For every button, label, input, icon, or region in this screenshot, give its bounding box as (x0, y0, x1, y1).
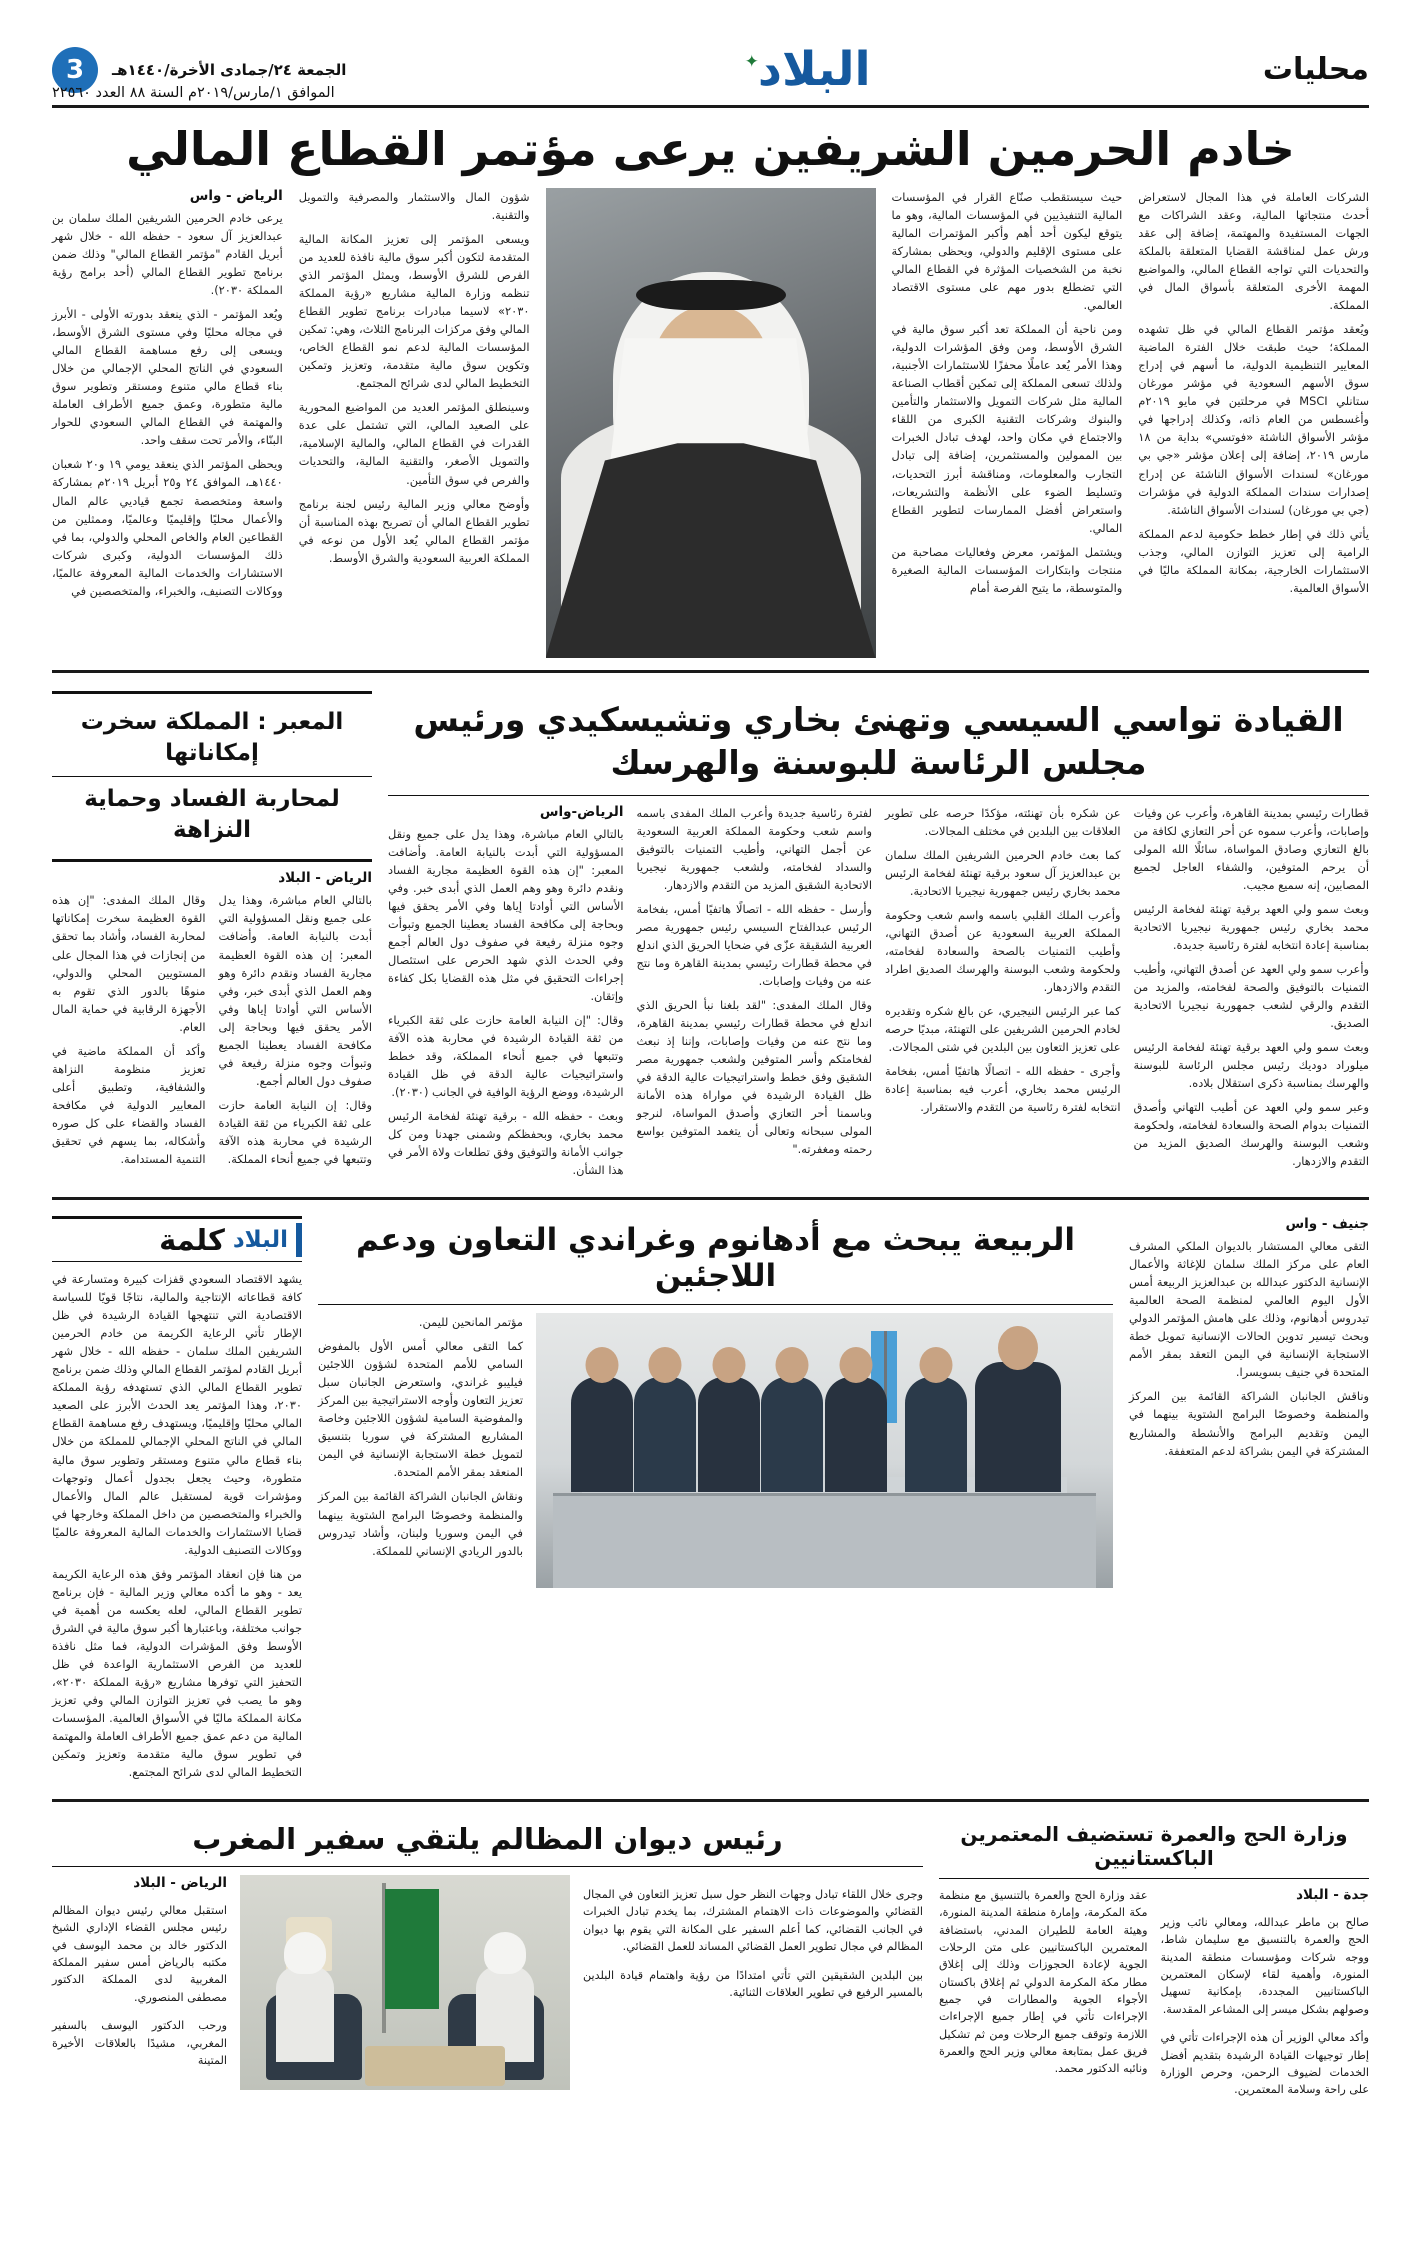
second-row (52, 691, 1369, 1185)
story2-column-1: قطارات رئيسي بمدينة القاهرة، وأعرب عن وفيات وإصابات، وأعرب سموه عن أحر التعازي لكافة من بالغ التعازي وصادق المواساة، سائلًا الله المولى أن يرحم المتوفين، والشفاء العاجل لجميع المصابين، إنه سميع مجيب. وبعث سمو ولي العهد برقية تهنئة لفخامة الرئيس محمد بخاري رئيس جمهورية نيجيريا الاتحادية بمناسبة إعادة انتخابه لفترة رئاسية جديدة. وأعرب سمو ولي العهد عن أصدق التهاني، وأطيب التمنيات بالتوفيق والصحة لفخامته، والمزيد من التقدم والرقي لشعب جمهورية نيجيريا الاتحادية الصديق. وبعث سمو ولي العهد برقية تهنئة لفخامة الرئيس ميلوراد دوديك رئيس مجلس الرئاسة للبوسنة والهرسك بمناسبة ذكرى استقلال بلاده. وعبر سمو ولي العهد عن أطيب التهاني وأصدق التمنيات بدوام الصحة والسعادة لفخامته، ولحكومة وشعب البوسنة والهرسك الصديق المزيد من التقدم والازدهار. (1133, 806, 1369, 1169)
kalima-accent-bar (296, 1223, 302, 1257)
story-rabiah (318, 1216, 1113, 1786)
story5-column-right-text: صالح بن ماطر عبدالله، ومعالي نائب وزير الحج والعمرة بالتنسيق مع سليمان شاط، ووجه شركات ومؤسسات منطقة المدينة المنورة، وأهمية لقاء لإسكان المعتمرين الباكستانيين المجددة، بإمكانية تسهيل وصولهم بشكل ميسر إلى المشاعر المقدسة. وأكد معالي الوزير أن هذه الإجراءات تأتي في إطار توجيهات القيادة الرشيدة بتقديم أفضل الخدمات لضيوف الرحمن، وحرص الوزارة على راحة وسلامة المعتمرين. (1160, 1915, 1369, 2097)
story5-headline: وزارة الحج والعمرة تستضيف المعتمرين الباكستانيين (960, 1821, 1348, 1870)
story2-column-4 (388, 804, 624, 1185)
third-row (52, 1216, 1369, 1786)
divider-after-lead (52, 670, 1369, 673)
story-hajj-ministry (939, 1816, 1369, 2110)
gregorian-date: الموافق ١/مارس/٢٠١٩م السنة ٨٨ العدد ٢٢٥٦٠ (52, 85, 335, 101)
story4-dateline: الرياض - البلاد (133, 1874, 227, 1891)
story-diwan-almazalim (52, 1816, 923, 2110)
lead-dateline: الرياض - واس (189, 188, 283, 205)
kalima-label: كلمة (159, 1223, 225, 1258)
lead-headline: خادم الحرمين الشريفين يرعى مؤتمر القطاع المالي (126, 122, 1295, 176)
photo-king-salman (546, 188, 876, 658)
masthead-divider (52, 105, 1369, 108)
story4-column-mid: وجرى خلال اللقاء تبادل وجهات النظر حول سبل تعزيز التعاون في المجال القضائي والموضوعات ذات الاهتمام المشترك، بما يخدم تبادل الخبرات في الجانب القضائي، كما أعلم السفير على المكانة التي يقوم بها ديوان المظالم في مجال تطوير العمل القضائي المساند للعمل القضائي. بين البلدين الشقيقين التي تأتي امتدادًا من رؤية واهتمام قيادة البلدين بالمسير الرفيع في تطوير العلاقات الثنائية. (583, 1887, 923, 1999)
lead-column-4-text: يرعى خادم الحرمين الشريفين الملك سلمان بن عبدالعزيز آل سعود - حفظه الله - خلال شهر أبريل القادم "مؤتمر القطاع المالي" وذلك ضمن برنامج تطوير القطاع المالي (أحد برامج رؤية المملكة ٢٠٣٠). ويُعد المؤتمر - الذي ينعقد بدورته الأولى - الأبرز في مجاله محليًا وفي مستوى الشرق الأوسط، ويسعى إلى رفع مساهمة القطاع المالي السعودي في الناتج المحلي الإجمالي من خلال بناء قطاع مالي متنوع ومستقر وتطوير سوق مالية متطورة، وعمق جميع الأطراف العاملة والمهتمة في القطاع المالي السعودي للحوار البنّاء، والأمر تحت سقف واحد. ويحظى المؤتمر الذي ينعقد يومي ١٩ و٢٠ شعبان ١٤٤٠هـ، الموافق ٢٤ و٢٥ أبريل ٢٠١٩م بمشاركة واسعة ومتخصصة تجمع قياديي عالم المال والأعمال محليًا وإقليميًا وعالميًا، وممثلين من القطاعين العام والخاص المحلي والدولي، بما في ذلك المؤسسات الدولية، وكبرى شركات الاستشارات والخدمات المالية المعروفة عالميًا، ووكالات التصنيف، والخبراء، والمتخصصين في (52, 211, 283, 598)
story2-column-3: لفترة رئاسية جديدة وأعرب الملك المفدى باسمه واسم شعب وحكومة المملكة العربية السعودية عن أجمل التهاني، وأطيب التمنيات بالتوفيق والسداد لفخامته، ولشعب جمهورية نيجيريا الاتحادية الشقيق المزيد من التقدم والازدهار. وأرسل - حفظه الله - اتصالًا هاتفيًا أمس، بفخامة الرئيس عبدالفتاح السيسي رئيس جمهورية مصر العربية الشقيقة عزّى في ضحايا الحريق الذي اندلع في محطة قطارات رئيسي بمدينة القاهرة وما نتج عنه من وفيات وإصابات. وقال الملك المفدى: "لقد بلغنا نبأ الحريق الذي اندلع في محطة قطارات رئيسي بمدينة القاهرة، وما نتج عنه من وفيات وإصابات، وإننا إذ نبعث لفخامتكم وأسر المتوفين ولشعب جمهورية مصر الشقيق وفق خطط واستراتيجيات عالية الدقة في ظل القيادة الرشيدة في مواراة هذه الأمانة وباسمنا أحر التعازي وأصدق المواساة، لنرجو المولى سبحانه وتعالى أن يتغمد المتوفين بواسع رحمته ومغفرته." (636, 806, 872, 1157)
story4-column-right: استقبل معالي رئيس ديوان المظالم رئيس مجلس القضاء الإداري الشيخ الدكتور خالد بن محمد اليوسف في مكتبه بالرياض أمس سفير المملكة المغربية لدى المملكة الدكتور مصطفى المنصوري. ورحب الدكتور اليوسف بالسفير المغربي، مشيدًا بالعلاقات الأخيرة المتينة (52, 1903, 227, 2068)
story4-headline: رئيس ديوان المظالم يلتقي سفير المغرب (192, 1821, 783, 1856)
editorial-kalima (52, 1216, 302, 1786)
kalima-logo: البلاد (232, 1227, 288, 1254)
lead-story (52, 122, 1369, 658)
story2-headline: القيادة تواسي السيسي وتهنئ بخاري وتشيسكيدي ورئيس مجلس الرئاسة للبوسنة والهرسك (413, 700, 1344, 783)
lead-column-3: شؤون المال والاستثمار والمصرفية والتمويل والتقنية. ويسعى المؤتمر إلى تعزيز المكانة المالية المتقدمة لتكون أكبر سوق مالية نافذة للعديد من الفرص للشرق الأوسط، ويمثل المؤتمر الذي تنظمه وزارة المالية مشاريع «رؤية المملكة ٢٠٣٠» لاسيما مبادرات برنامج تطوير القطاع المالي وفق مركزات البرنامج الثلاث، وهي: تمكين المؤسسات المالية لدعم نمو القطاع الخاص، وتكوين سوق مالية متقدمة، وتعزيز وتمكين التخطيط المالي لدى شرائح المجتمع. وسينطلق المؤتمر العديد من المواضيع المحورية على الصعيد المالي، التي تشتمل على عدة القدرات في القطاع المالي، والمالية الإسلامية، والتمويل الأصغر، والتقنية المالية، والتحديات والفرص في سوق التأمين. وأوضح معالي وزير المالية رئيس لجنة برنامج تطوير القطاع المالي أن تصريح بهذه المناسبة أن مؤتمر القطاع المالي يُعد الأول من نوعه في المملكة العربية السعودية والشرق الأوسط. (298, 190, 530, 565)
box-moaeb-column-2: وقال الملك المفدى: "إن هذه القوة العظيمة سخرت إمكاناتها لمحاربة الفساد، وأشاد بما تحقق من إنجازات في هذا المجال على المستويين المحلي والدولي، منوهًا بالدور الذي تقوم به الأجهزة الرقابية في حماية المال العام. وأكد أن المملكة ماضية في تعزيز منظومة النزاهة والشفافية، وتطبيق أعلى المعايير الدولية في مكافحة الفساد والقضاء على كل صوره وأشكاله، بما يسهم في تحقيق التنمية المستدامة. (52, 893, 206, 1166)
divider-after-second-row (52, 1197, 1369, 1200)
box-moaeb-dateline: الرياض - البلاد (278, 870, 372, 887)
story5-column-right (1161, 1887, 1370, 2110)
story-leadership-condolences (388, 691, 1369, 1185)
lead-column-1: الشركات العاملة في هذا المجال لاستعراض أحدث منتجاتها المالية، وعقد الشراكات مع الجهات المستفيدة والمهتمة، إضافة إلى عقد ورش عمل لمناقشة القضايا المتعلقة بالملكة والتحديات التي تواجه القطاع المالي، والمواضيع المهمة الأخرى المتعلقة بأسواق المال في المملكة. ويُعقد مؤتمر القطاع المالي في ظل تشهده المملكة؛ حيث طبقت خلال الفترة الماضية المعايير التنظيمية الدولية، ما أسهم في إدراج سوق الأسهم السعودية في مؤشر مورغان ستانلي MSCI في مرحلتين في مايو ٢٠١٩م وأغسطس من العام ذاته، وكذلك إدراجها في مؤشر الأسواق الناشئة «فوتسي» بداية من ١٨ مارس ٢٠١٩، إضافة إلى إعلان مؤشر «جي بي مورغان» لسندات الأسواق الناشئة عن إدراج إصدارات سندات المملكة الدولية في مؤشرات (جي بي مورغان) لسندات الأسواق الناشئة. يأتي ذلك في إطار خطط حكومية لدعم المملكة الرامية إلى تعزيز التوازن المالي، وجذب الاستثمارات الخارجية، بمكانة المملكة ماليًا في الأسواق العالمية. (1138, 190, 1369, 595)
story5-dateline: جدة - البلاد (1296, 1886, 1369, 1903)
kalima-text: يشهد الاقتصاد السعودي قفزات كبيرة ومتسارعة في كافة قطاعاته الإنتاجية والمالية، نتاجًا قويًا للسياسة الاقتصادية التي تنتهجها القيادة الرشيدة في ظل الإطار تأتي الرعاية الكريمة من خادم الحرمين الشريفين الملك سلمان - حفظه الله - خلال شهر أبريل القادم لمؤتمر القطاع المالي وذلك ضمن برنامج تطوير القطاع المالي الذي تستهدفه رؤية المملكة ٢٠٣٠، وهذا المؤتمر يعد الحدث الأبرز على الصعيد المالي محليًا وإقليميًا، ويستهدف رفع مساهمة القطاع المالي في الناتج المحلي الإجمالي للمملكة من خلال بناء قطاع مالي متنوع ومستقر وتطوير سوق مالية متطورة، وحيث يجعل بجدول أعمال وتوجهات ومؤشرات قوية لمستقبل عالم المال والأعمال والخبراء والمتخصصين من داخل المملكة وخارجها في قضايا الاستثمارات والخدمات المالية المعروفة عالميًا ووكالات التصنيف الدولية. من هنا فإن انعقاد المؤتمر وفق هذه الرعاية الكريمة يعد - وهو ما أكده معالي وزير المالية - فإن برنامج تطوير القطاع المالي، لعله يعكسه من أهمية في جوانب مختلفة، وباعتبارها أكبر سوق مالية في الشرق الأوسط وفق المؤشرات الدولية، فما مثل نافذة للعديد من الفرص الاستثمارية الواعدة في ظل التحفيز التي توفرها مشاريع «رؤية المملكة ٢٠٣٠»، وهو ما يصب في تعزيز التوازن المالي وفي تعزيز مكانة المملكة ماليًا في الأسواق العالمية. المؤسسات المالية من دعم عمق جميع الأطراف العاملة والمهتمة في تطوير سوق مالية متقدمة وتعزيز وتمكين التخطيط المالي لدى شرائح المجتمع. (52, 1272, 302, 1779)
story3-column-mid-1: مؤتمر المانحين لليمن. كما التقى معالي أمس الأول بالمفوض السامي للأمم المتحدة لشؤون اللاجئين فيليبو غراندي، واستعرض الجانبان سبل تعزيز التعاون وأوجه الاستراتيجية بين المركز والمفوضية السامية لشؤون اللاجئين وخاصة المشاريع المشتركة في سوريا بتنسيق لتمويل خطة الاستجابة الإنسانية في اليمن المنعقد بمقر الأمم المتحدة. ونقاش الجانبان الشراكة القائمة بين المركز والمنظمة وخصوصًا البرامج الشتوية بينهما في اليمن وسوريا ولبنان، وأشاد تيدروس بالدور الريادي الإنساني للمملكة. (318, 1315, 523, 1558)
story3-dateline: جنيف - واس (1285, 1216, 1369, 1233)
newspaper-logo (739, 42, 871, 97)
box-moaeb-title-line2: لمحاربة الفساد وحماية النزاهة (84, 786, 340, 844)
story2-dateline: الرياض-واس (539, 804, 624, 821)
page-number: 3 (52, 47, 98, 93)
lead-column-4 (52, 188, 283, 605)
box-moaeb-title-block (52, 691, 372, 862)
logo-text: البلاد (757, 42, 871, 97)
photo-geneva-meeting (536, 1313, 1113, 1588)
section-title: محليات (1262, 52, 1369, 87)
photo-majlis-meeting (240, 1875, 570, 2090)
story2-column-4-text: بالتالي العام مباشرة، وهذا يدل على جميع ونقل المسؤولية التي أبدت بالنيابة العامة. وأضافت المعبر: "إن هذه القوة العظيمة مجارية الفساد ونقدم دائرة وهو وهم العمل الذي أبدى خبر. وفي الأساس التي أوادتا إياها وفي الأمر يحقق فيها وبحاجة إلى مكافحة الفساد يعطينا الجميع وتبوأت وجوه منزلة رفيعة في صفوف دول العالم أجمع وفي الحدث الذي شهد الحرص على استئصال إجراءات التحقيق في مثل هذه القضايا بكل كفاءة وإتقان. وقال: "إن النيابة العامة حازت على ثقة الكبرياء من ثقة القيادة الرشيدة في محاربة هذه الآفة وتتبعها في جميع أنحاء المملكة، وقد خطط واستراتيجيات عالية الدقة في ظل القيادة الرشيدة، ووضع الرؤية الوافية في الجانب (٢٠٣٠). وبعث - حفظه الله - برقية تهنئة لفخامة الرئيس محمد بخاري، وبحفظكم وشمنى جهدنا ومن كل جوانب الأمانة والتوفيق وفق تطلعات ولاة الأمر في هذا الشأن. (387, 827, 624, 1178)
divider-after-third-row (52, 1799, 1369, 1802)
box-moaeb (52, 691, 372, 1185)
box-moaeb-title-line1: المعبر : المملكة سخرت إمكاناتها (80, 709, 344, 767)
lead-column-2: حيث سيستقطب صنّاع القرار في المؤسسات المالية التنفيذيين في المؤسسات المالية، وهو ما يتوقع ليكون أحد أهم وأكبر المؤتمرات المالية على مستوى الإقليم والدولي، ويحظى بمشاركة نخبة من الشخصيات المؤثرة في القطاع المالي التي تضطلع بدور مهم على مستوى الاقتصاد العالمي. ومن ناحية أن المملكة تعد أكبر سوق مالية في الشرق الأوسط، ومن وفق المؤشرات الدولية، وهذا الأمر يُعد عاملًا محفزًا للاستثمارات الأجنبية، ولذلك تسعى المملكة إلى تمكين أقطاب الصناعة المالية مثل شركات التمويل والاستثمار والتأمين والبنوك وشركات التقنية الكبرى من اللقاء والاجتماع في مكان واحد، لهدف تبادل الخبرات بين الممولين والمستثمرين، إضافة إلى تبادل التجارب والمعلومات، ومناقشة أبرز التحديات، وتسليط الضوء على الأنظمة والتشريعات، واستعراض أفضل الممارسات لتطوير القطاع المالي. ويشتمل المؤتمر، معرض وفعاليات مصاحبة من منتجات وابتكارات المؤسسات المالية الصغيرة والمتوسطة، ما يتيح الفرصة أمام (891, 190, 1123, 595)
fourth-row (52, 1816, 1369, 2110)
kalima-header (52, 1219, 302, 1261)
hijri-date: الجمعة ٢٤/جمادى الأخرة/١٤٤٠هـ (112, 60, 347, 79)
box-moaeb-column-1: بالتالي العام مباشرة، وهذا يدل على جميع ونقل المسؤولية التي أبدت بالنيابة العامة. وأضافت المعبر: إن هذه القوة العظيمة مجارية الفساد ونقدم دائرة وهو وهم العمل الذي أبدى خبر، وفي الأساس التي أوادتا إياها وفي الأمر يحقق فيها وبحاجة إلى مكافحة الفساد يعطينا الجميع وتبوأت وجوه منزلة رفيعة في صفوف دول العالم أجمع. وقال: إن النيابة العامة حازت على ثقة الكبرياء من ثقة القيادة الرشيدة في محاربة هذه الآفة وتتبعها في جميع أنحاء المملكة. (218, 893, 372, 1166)
story-rabiah-right-col (1129, 1216, 1369, 1786)
bird-icon: ✦ (744, 52, 759, 72)
story2-column-2: عن شكره بأن تهنئته، مؤكدًا حرصه على تطوير العلاقات بين البلدين في مختلف المجالات. كما بعث خادم الحرمين الشريفين الملك سلمان بن عبدالعزيز آل سعود برقية تهنئة لفخامة الرئيس محمد بخاري رئيس جمهورية نيجيريا الاتحادية. وأعرب الملك القلبي باسمه واسم شعب وحكومة المملكة العربية السعودية عن أصدق التهاني، وأطيب التمنيات بالصحة والسعادة لفخامته، ولحكومة وشعب البوسنة والهرسك الصديق اطراد التقدم والازدهار. كما عبر الرئيس النيجيري، عن بالغ شكره وتقديره لخادم الحرمين الشريفين على التهنئة، مبديًا حرصه على تعزيز التعاون بين البلدين في شتى المجالات. وأجرى - حفظه الله - اتصالًا هاتفيًا أمس، بفخامة الرئيس محمد بخاري، أعرب فيه بمناسبة إعادة انتخابه لفترة رئاسية من التقدم والاستقرار. (885, 806, 1121, 1115)
story5-column-mid: عقد وزارة الحج والعمرة بالتنسيق مع منظمة مكة المكرمة، وإمارة منطقة المدينة المنورة، وهيئة العامة للطيران المدني، باستضافة المعتمرين الباكستانيين على متن الرحلات الجوية لإعادة الحجوزات وذلك إلى إغلاق مطار مكة المكرمة الدولي ثم إغلاق باكستان الأجواء الجوية والمطارات في جميع الإجراءات تأتي في إطار جميع الإجراءات اللازمة وتوقف جميع الرحلات ومن ثم تشكيل فريق عمل بمتابعة معالي وزير الحج والعمرة ونائبه الدكتور محمد. (939, 1888, 1148, 2076)
story3-headline: الربيعة يبحث مع أدهانوم وغراندي التعاون ودعم اللاجئين (356, 1222, 1075, 1295)
story3-column-right: التقى معالي المستشار بالديوان الملكي المشرف العام على مركز الملك سلمان للإغاثة والأعمال الإنسانية الدكتور عبدالله بن عبدالعزيز الربيعة أمس الأول اليوم العالمي لمنظمة الصحة العالمية تيدروس أدهانوم، وذلك على هامش المؤتمر الدولي وبحث تيسير تدوين الحالات الإنسانية تمويل خطة الاستجابة الإنسانية في اليمن التعقد بمقر الأمم المتحدة في جنيف بسويسرا. وناقش الجانبان الشراكة القائمة بين المركز والمنظمة وخصوصًا البرامج الشتوية بينهما في اليمن وتقديم البرامج والأنشطة والمشاريع المشتركة في اليمن بشراكة لدعم المتعففة. (1129, 1239, 1369, 1458)
masthead-section (1263, 52, 1369, 87)
